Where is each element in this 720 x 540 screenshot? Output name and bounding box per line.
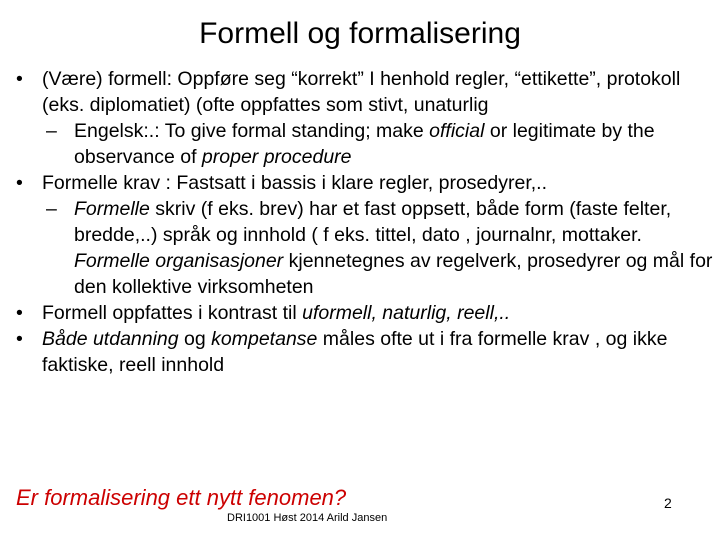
bullet-icon: • bbox=[16, 68, 23, 90]
dash-icon: – bbox=[46, 120, 57, 142]
bullet-italic: Både utdanning bbox=[42, 328, 179, 350]
bullet-text: og bbox=[178, 328, 212, 350]
bullet-icon: • bbox=[16, 328, 23, 350]
bullet-text: måles ofte ut i fra formelle krav , og ikke faktiske, reell innhold bbox=[42, 328, 668, 376]
bullet-icon: • bbox=[16, 302, 23, 324]
slide-title: Formell og formalisering bbox=[199, 17, 521, 50]
sub-bullet-italic: proper procedure bbox=[201, 146, 352, 168]
bullet-italic: kompetanse bbox=[211, 328, 318, 350]
dash-icon: – bbox=[46, 198, 57, 220]
bullet-italic: uformell, naturlig, reell,.. bbox=[302, 302, 511, 324]
sub-bullet-text: skriv (f eks. brev) har et fast oppsett, både form (faste felter, bredde,..) språk og innhold ( f eks. tittel, dato , journalnr, mottaker. bbox=[74, 198, 672, 246]
bullet-text: Formelle krav : Fastsatt i bassis i klare regler, prosedyrer,.. bbox=[42, 172, 548, 194]
sub-bullet-text: kjennetegnes av regelverk, prosedyrer og mål for den kollektive virksomheten bbox=[74, 250, 713, 298]
bullet-item bbox=[16, 326, 716, 378]
sub-bullet-text: Engelsk:.: To give formal standing; make bbox=[74, 120, 430, 142]
sub-bullet-item bbox=[16, 118, 716, 170]
sub-bullet-italic: Formelle bbox=[74, 198, 150, 220]
bullet-text: (Være) formell: Oppføre seg “korrekt” I henhold regler, “ettikette”, protokoll (eks. diplomatiet) (ofte oppfattes som stivt, unaturlig bbox=[42, 68, 681, 116]
footer-text: DRI1001 Høst 2014 Arild Jansen bbox=[227, 512, 388, 524]
page-number: 2 bbox=[664, 495, 672, 511]
bullet-item bbox=[16, 170, 716, 196]
bullet-item bbox=[16, 66, 716, 118]
sub-bullet-item bbox=[16, 196, 716, 300]
bullet-item bbox=[16, 300, 716, 326]
question-text: Er formalisering ett nytt fenomen? bbox=[16, 485, 347, 510]
bullet-icon: • bbox=[16, 172, 23, 194]
bullet-text: Formell oppfattes i kontrast til bbox=[42, 302, 303, 324]
sub-bullet-italic: Formelle organisasjoner bbox=[74, 250, 284, 272]
slide-body bbox=[16, 66, 716, 378]
sub-bullet-text: or legitimate by the observance of bbox=[74, 120, 655, 168]
sub-bullet-italic: official bbox=[429, 120, 485, 142]
